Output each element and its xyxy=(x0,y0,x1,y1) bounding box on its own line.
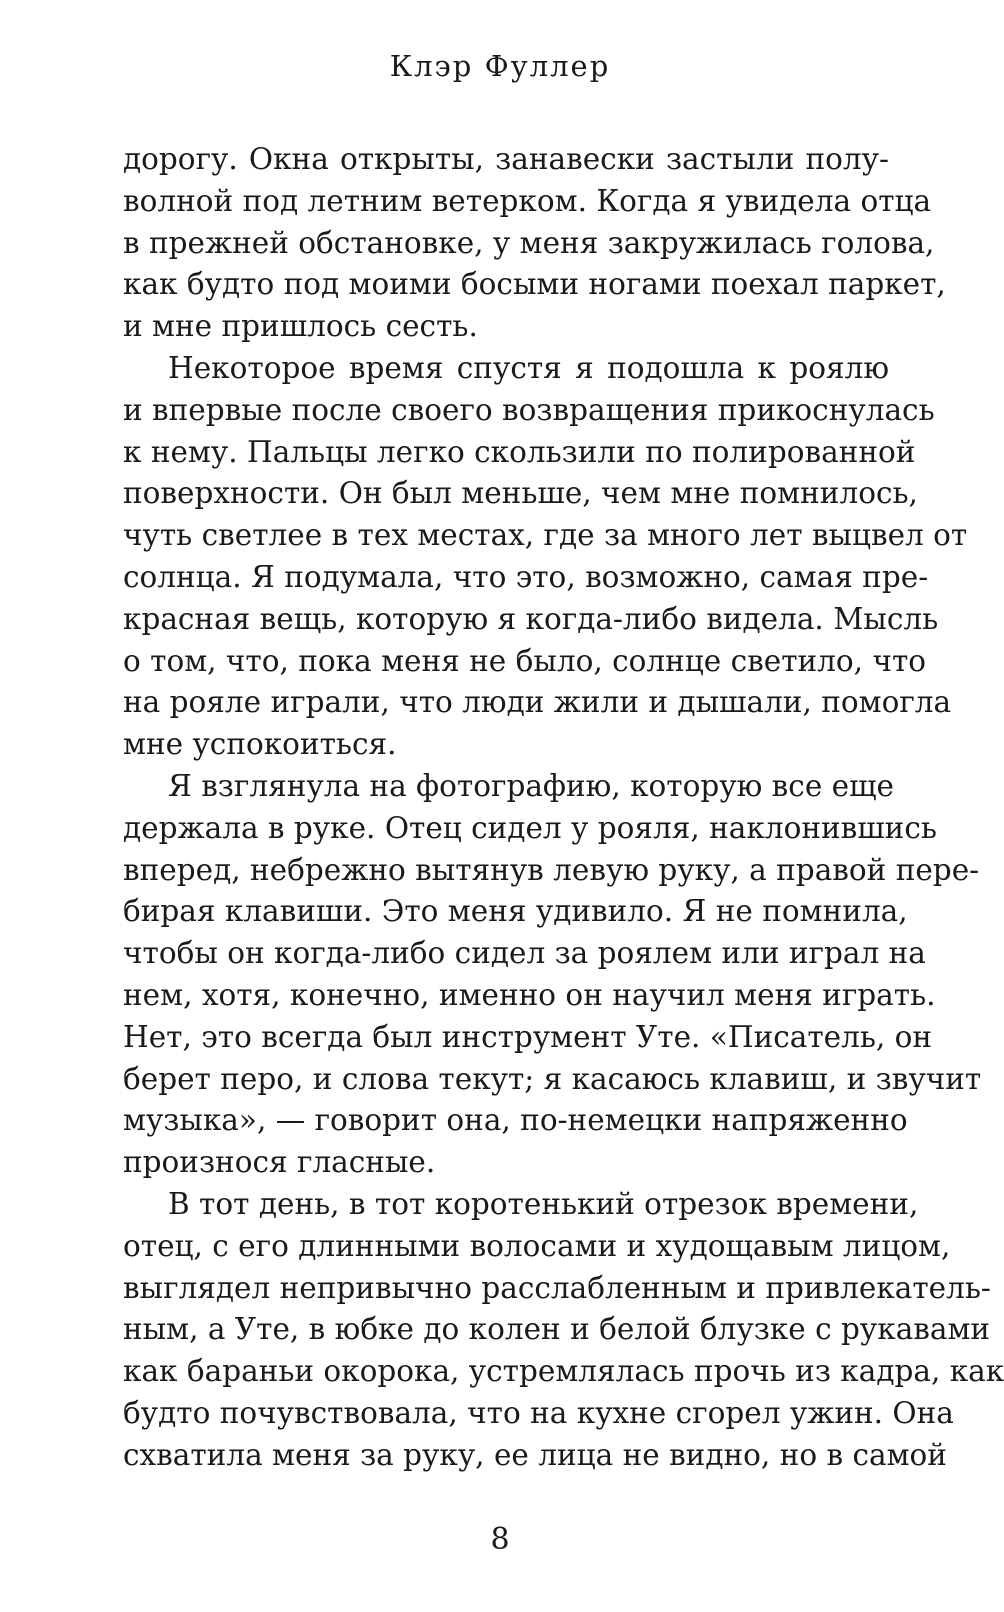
text-line: красная вещь, которую я когда-либо видела. Мысль xyxy=(123,601,939,636)
text-line: Я взглянула на фотографию, которую все еще xyxy=(168,768,894,803)
text-line: солнца. Я подумала, что это, возможно, самая пре- xyxy=(123,559,929,594)
text-line: чтобы он когда-либо сидел за роялем или играл на xyxy=(123,936,926,971)
text-line: держала в руке. Отец сидел у рояля, наклонившись xyxy=(123,810,937,845)
text-line: отец, с его длинными волосами и худощавым лицом, xyxy=(123,1228,951,1263)
text-line: произнося гласные. xyxy=(123,1145,436,1180)
running-head-author: Клэр Фуллер xyxy=(389,49,611,83)
text-line: Нет, это всегда был инструмент Уте. «Писатель, он xyxy=(123,1019,933,1054)
text-line: на рояле играли, что люди жили и дышали, помогла xyxy=(123,685,952,720)
text-line: и мне пришлось сесть. xyxy=(123,309,478,344)
text-line: поверхности. Он был меньше, чем мне помнилось, xyxy=(123,476,918,511)
text-line: выглядел непривычно расслабленным и привлекатель- xyxy=(123,1270,991,1305)
text-line: берет перо, и слова текут; я касаюсь клавиш, и звучит xyxy=(123,1061,982,1096)
page-number: 8 xyxy=(490,1522,510,1557)
text-line: о том, что, пока меня не было, солнце светило, что xyxy=(123,643,927,678)
text-line: схватила меня за руку, ее лица не видно, но в самой xyxy=(123,1437,947,1472)
text-line: В тот день, в тот коротенький отрезок времени, xyxy=(168,1186,919,1221)
text-line: как бараньи окорока, устремлялась прочь из кадра, как xyxy=(123,1354,1004,1389)
text-line: вперед, небрежно вытянув левую руку, а правой пере- xyxy=(123,852,980,887)
text-line: ным, а Уте, в юбке до колен и белой блузке с рукавами xyxy=(123,1312,991,1347)
text-line: чуть светлее в тех местах, где за много лет выцвел от xyxy=(123,518,968,553)
text-line: будто почувствовала, что на кухне сгорел ужин. Она xyxy=(123,1395,954,1430)
text-line: мне успокоиться. xyxy=(123,727,397,762)
text-line: нем, хотя, конечно, именно он научил меня играть. xyxy=(123,977,936,1012)
text-line: бирая клавиши. Это меня удивило. Я не помнила, xyxy=(123,894,908,929)
body-text xyxy=(123,139,1004,1477)
text-line: как будто под моими босыми ногами поехал паркет, xyxy=(123,267,946,302)
text-line: дорогу. Окна открыты, занавески застыли полу- xyxy=(123,142,889,176)
text-line: к нему. Пальцы легко скользили по полированной xyxy=(123,434,916,469)
text-line: музыка», — говорит она, по-немецки напряженно xyxy=(123,1103,908,1138)
text-line: и впервые после своего возвращения прикоснулась xyxy=(123,392,935,427)
text-line: волной под летним ветерком. Когда я увидела отца xyxy=(123,183,932,218)
text-line: Некоторое время спустя я подошла к роялю xyxy=(168,350,889,385)
text-line: в прежней обстановке, у меня закружилась голова, xyxy=(123,225,935,260)
